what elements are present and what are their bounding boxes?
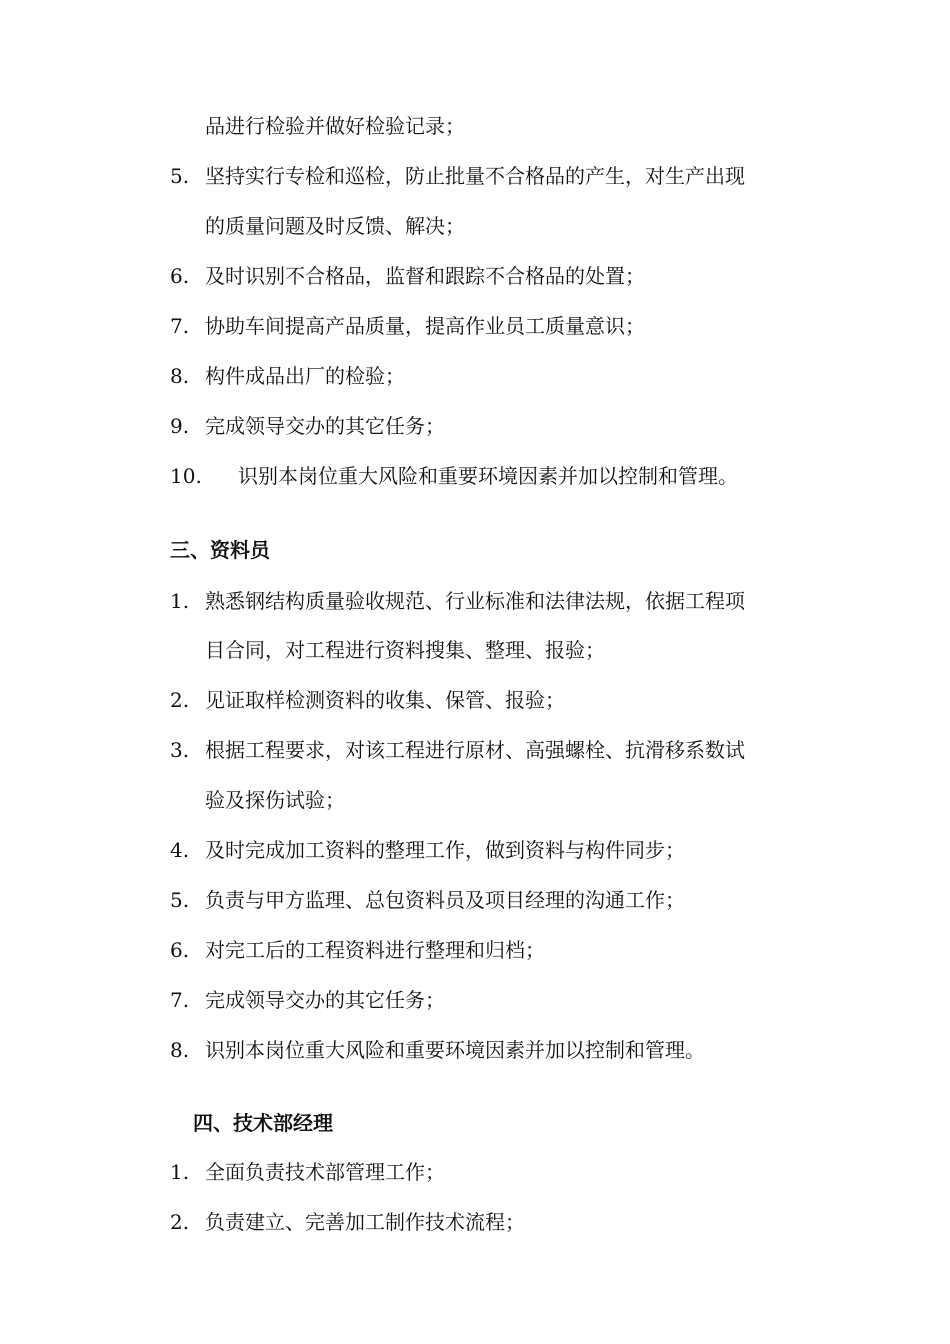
- list-item-text: 及时识别不合格品，监督和跟踪不合格品的处置；: [205, 264, 645, 288]
- list-item-number: 4.: [170, 838, 190, 862]
- list-item-text: 构件成品出厂的检验；: [205, 364, 405, 388]
- list-item-number: 7.: [170, 314, 190, 338]
- list-item-number: 8.: [170, 364, 190, 388]
- list-item-number: 6.: [170, 938, 190, 962]
- section-heading: 四、技术部经理: [193, 1111, 333, 1135]
- list-item-number: 6.: [170, 264, 190, 288]
- list-item-text-continued: 验及探伤试验；: [205, 788, 345, 812]
- list-item-text: 协助车间提高产品质量，提高作业员工质量意识；: [205, 314, 645, 338]
- list-item-text: 负责建立、完善加工制作技术流程；: [205, 1210, 525, 1234]
- list-item-number: 8.: [170, 1038, 190, 1062]
- list-item-text: 及时完成加工资料的整理工作，做到资料与构件同步；: [205, 838, 685, 862]
- list-item-text: 负责与甲方监理、总包资料员及项目经理的沟通工作；: [205, 888, 685, 912]
- list-item-number: 7.: [170, 988, 190, 1012]
- list-item-number: 10.: [170, 464, 202, 488]
- list-item-text: 熟悉钢结构质量验收规范、行业标准和法律法规，依据工程项: [205, 589, 745, 613]
- list-item-number: 1.: [170, 1160, 190, 1184]
- list-item-number: 2.: [170, 1210, 190, 1234]
- list-item-text: 识别本岗位重大风险和重要环境因素并加以控制和管理。: [238, 464, 738, 488]
- list-item-text-continued: 的质量问题及时反馈、解决；: [205, 214, 465, 238]
- continued-line: 品进行检验并做好检验记录；: [205, 114, 465, 138]
- list-item-text: 完成领导交办的其它任务；: [205, 414, 445, 438]
- list-item-number: 2.: [170, 688, 190, 712]
- list-item-text: 对完工后的工程资料进行整理和归档；: [205, 938, 545, 962]
- list-item-number: 1.: [170, 589, 190, 613]
- list-item-text: 识别本岗位重大风险和重要环境因素并加以控制和管理。: [205, 1038, 705, 1062]
- list-item-text-continued: 目合同，对工程进行资料搜集、整理、报验；: [205, 638, 605, 662]
- list-item-number: 5.: [170, 888, 190, 912]
- list-item-text: 全面负责技术部管理工作；: [205, 1160, 445, 1184]
- section-heading: 三、资料员: [170, 538, 270, 562]
- list-item-number: 3.: [170, 738, 190, 762]
- list-item-text: 坚持实行专检和巡检，防止批量不合格品的产生，对生产出现: [205, 164, 745, 188]
- list-item-number: 9.: [170, 414, 190, 438]
- list-item-text: 根据工程要求，对该工程进行原材、高强螺栓、抗滑移系数试: [205, 738, 745, 762]
- list-item-number: 5.: [170, 164, 190, 188]
- list-item-text: 完成领导交办的其它任务；: [205, 988, 445, 1012]
- list-item-text: 见证取样检测资料的收集、保管、报验；: [205, 688, 565, 712]
